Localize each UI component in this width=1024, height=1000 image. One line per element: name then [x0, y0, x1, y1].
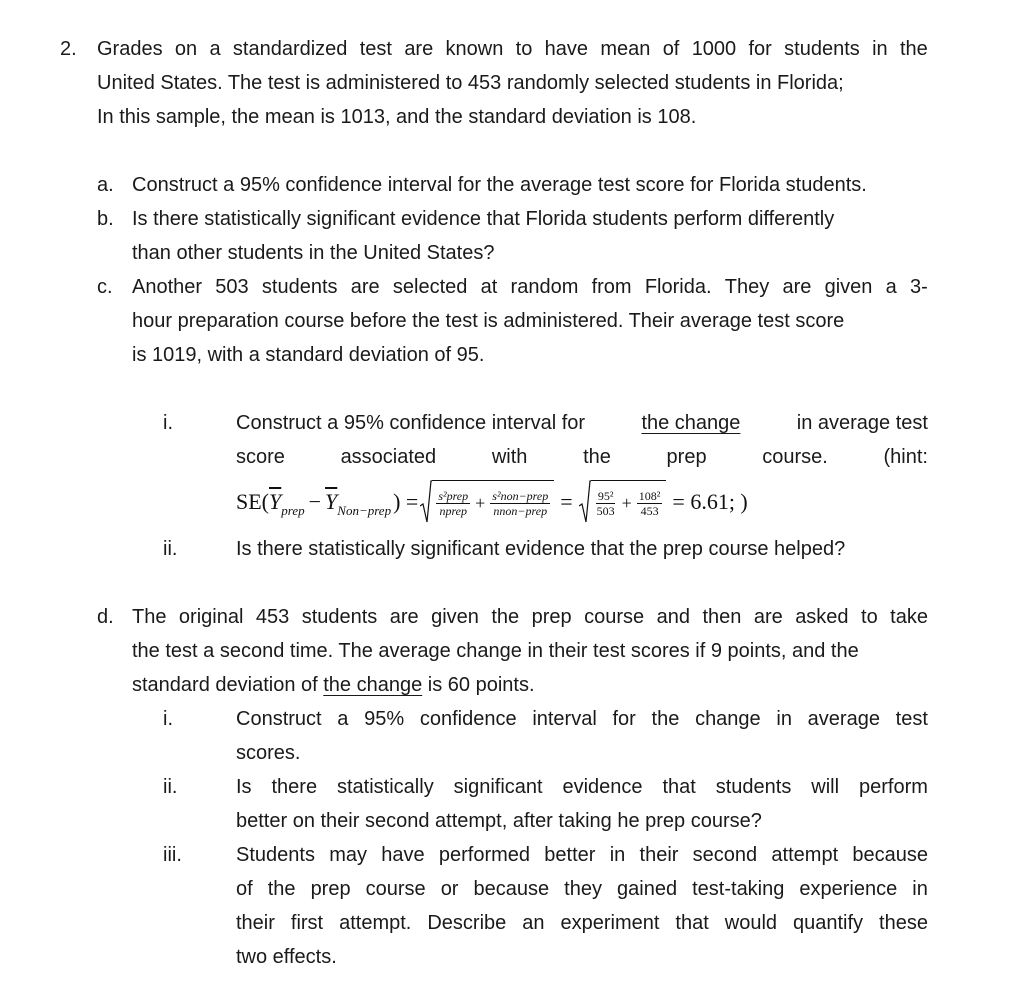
word: Describe	[427, 912, 507, 934]
part-d-iii-line-3	[236, 906, 928, 940]
sqrt-symbolic	[420, 480, 554, 524]
word: 503	[215, 276, 249, 298]
word: prep	[531, 606, 572, 628]
radical-sign	[579, 480, 591, 524]
part-d-iii-line-1	[236, 838, 928, 872]
part-d-ii-marker: ii.	[163, 776, 178, 798]
word: in	[609, 844, 626, 866]
word: 1000	[691, 38, 737, 60]
word: are	[389, 606, 419, 628]
word: The	[132, 606, 167, 628]
part-b-line-2: than other students in the United States?	[132, 242, 495, 264]
word: attempt.	[339, 912, 412, 934]
word: may	[329, 844, 367, 866]
part-c-line-2: hour preparation course before the test is administered. Their average test score	[132, 310, 845, 332]
word: in	[872, 38, 888, 60]
formula-se: SE(	[236, 489, 269, 514]
word: students	[784, 38, 860, 60]
part-d-line-1	[132, 600, 928, 634]
part-d-line-3-after: is 60 points.	[427, 674, 535, 696]
formula-close-eq: ) =	[393, 489, 419, 514]
frac-95-num: 95²	[597, 489, 614, 503]
word: experiment	[560, 912, 660, 934]
word: are	[404, 38, 434, 60]
word: better	[544, 844, 596, 866]
word: in	[776, 708, 792, 730]
word: an	[522, 912, 545, 934]
word: of	[662, 38, 680, 60]
word: experience	[799, 878, 898, 900]
formula-nonprep-sub: Non−prep	[337, 503, 392, 518]
word: the	[583, 446, 611, 468]
word: a	[209, 38, 221, 60]
formula-plus-2: +	[621, 493, 632, 513]
word: with	[491, 446, 528, 468]
part-d-line-2: the test a second time. The average change in their test scores if 9 points, and the	[132, 640, 859, 662]
word: Another	[132, 276, 203, 298]
word: the	[267, 878, 296, 900]
frac-453-den: 453	[640, 504, 659, 518]
part-c-marker: c.	[97, 276, 113, 298]
part-c-i-text-before: Construct a 95% confidence interval for	[236, 412, 586, 434]
frac-nonprep-num: s²non−prep	[492, 489, 549, 503]
word: asked	[795, 606, 849, 628]
word: confidence	[419, 708, 517, 730]
word: in	[912, 878, 928, 900]
word: Students	[236, 844, 315, 866]
word: a	[885, 276, 897, 298]
word: known	[445, 38, 504, 60]
part-b-marker: b.	[97, 208, 114, 230]
word: 3-	[910, 276, 928, 298]
word: course	[584, 606, 645, 628]
frac-prep	[436, 489, 470, 518]
part-c-ii-marker: ii.	[163, 538, 178, 560]
word: their	[236, 912, 275, 934]
word: of	[236, 878, 253, 900]
part-c-i-line-1	[236, 406, 928, 440]
word: selected	[392, 276, 468, 298]
word: that	[662, 776, 696, 798]
word: prep	[310, 878, 351, 900]
part-c-line-3: is 1019, with a standard deviation of 95.	[132, 344, 485, 366]
part-d-iii-marker: iii.	[163, 844, 182, 866]
word: gained	[617, 878, 678, 900]
intro-line-1	[97, 32, 928, 66]
word: would	[724, 912, 778, 934]
word: the	[651, 708, 680, 730]
frac-nonprep-den: nnon−prep	[493, 504, 548, 518]
part-d-iii-line-4: two effects.	[236, 946, 337, 968]
word: Florida.	[644, 276, 712, 298]
word: to	[861, 606, 878, 628]
part-d-i-line-2: scores.	[236, 742, 301, 764]
word: these	[879, 912, 928, 934]
radical-sign	[420, 480, 432, 524]
formula-eq: =	[560, 489, 573, 514]
word: that	[675, 912, 709, 934]
sqrt-numeric	[579, 480, 667, 524]
word: evidence	[562, 776, 643, 798]
word: then	[702, 606, 742, 628]
word: students	[261, 276, 338, 298]
word: have	[381, 844, 425, 866]
word: change	[695, 708, 761, 730]
part-c-ii-line: Is there statistically significant evidence that the prep course helped?	[236, 538, 846, 560]
part-d-line-3	[132, 668, 535, 702]
word: mean	[600, 38, 651, 60]
word: Is	[236, 776, 252, 798]
part-b-line-1: Is there statistically significant evidence that Florida students perform differently	[132, 208, 835, 230]
word: given	[431, 606, 479, 628]
word: on	[174, 38, 198, 60]
part-d-iii-line-2	[236, 872, 928, 906]
word: and	[656, 606, 690, 628]
word: performed	[438, 844, 531, 866]
frac-95-503	[595, 489, 617, 518]
word: prep	[666, 446, 707, 468]
part-c-i-line-2	[236, 440, 928, 474]
part-a-line-1: Construct a 95% confidence interval for the average test score for Florida students.	[132, 174, 867, 196]
word: students	[301, 606, 378, 628]
word: statistically	[337, 776, 434, 798]
part-d-ii-line-2: better on their second attempt, after taking he prep course?	[236, 810, 762, 832]
frac-prep-num: s²prep	[438, 489, 469, 503]
word: perform	[858, 776, 928, 798]
word: for	[612, 708, 636, 730]
word: because	[473, 878, 550, 900]
word: take	[890, 606, 928, 628]
word: course	[365, 878, 426, 900]
word: will	[811, 776, 840, 798]
word: standardized	[232, 38, 348, 60]
part-c-i-marker: i.	[163, 412, 173, 434]
frac-108-num: 108²	[638, 489, 661, 503]
word: because	[852, 844, 928, 866]
word: Grades	[97, 38, 163, 60]
word: for	[748, 38, 772, 60]
word: second	[692, 844, 758, 866]
part-c-line-1	[132, 270, 928, 304]
part-d-i-marker: i.	[163, 708, 173, 730]
word: are	[350, 276, 380, 298]
word: the	[899, 38, 928, 60]
word: at	[480, 276, 498, 298]
formula-result: = 6.61; )	[672, 489, 748, 514]
word: test	[895, 708, 928, 730]
word: have	[544, 38, 589, 60]
word: there	[271, 776, 318, 798]
word: the	[491, 606, 520, 628]
word: or	[440, 878, 459, 900]
frac-prep-den: nprep	[439, 504, 467, 518]
part-d-line-3-before: standard deviation of	[132, 674, 318, 696]
formula-plus: +	[475, 493, 486, 513]
word: test-taking	[692, 878, 785, 900]
part-d-underlined: the change	[323, 674, 423, 696]
word: from	[591, 276, 632, 298]
word: original	[178, 606, 244, 628]
word: their	[639, 844, 679, 866]
word: test	[359, 38, 392, 60]
formula-minus: −	[308, 489, 322, 514]
formula-ybar: $\overline{Y}$	[269, 489, 282, 514]
word: associated	[340, 446, 437, 468]
frac-nonprep	[490, 489, 550, 518]
word: They	[724, 276, 770, 298]
word: interval	[532, 708, 597, 730]
word: (hint:	[883, 446, 928, 468]
question-number: 2.	[60, 38, 77, 60]
word: are	[753, 606, 783, 628]
word: course.	[762, 446, 828, 468]
standard-error-formula	[236, 476, 748, 528]
word: Construct	[236, 708, 322, 730]
intro-line-3: In this sample, the mean is 1013, and the standard deviation is 108.	[97, 106, 697, 128]
frac-108-453	[637, 489, 663, 518]
word: 453	[255, 606, 290, 628]
word: given	[824, 276, 873, 298]
part-d-ii-line-1	[236, 770, 928, 804]
word: a	[337, 708, 349, 730]
word: attempt	[771, 844, 839, 866]
word: first	[290, 912, 324, 934]
word: to	[515, 38, 533, 60]
part-d-marker: d.	[97, 606, 114, 628]
part-c-i-underlined: the change	[641, 412, 741, 434]
word: 95%	[364, 708, 405, 730]
part-c-i-text-after: in average test	[796, 412, 928, 434]
word: score	[236, 446, 285, 468]
word: average	[807, 708, 880, 730]
intro-line-2: United States. The test is administered to 453 randomly selected students in Florida;	[97, 72, 844, 94]
word: students	[715, 776, 792, 798]
word: significant	[453, 776, 543, 798]
formula-ybar-2: $\overline{Y}$	[325, 489, 338, 514]
word: random	[510, 276, 579, 298]
frac-503-den: 503	[596, 504, 615, 518]
word: quantify	[793, 912, 864, 934]
word: they	[564, 878, 602, 900]
part-a-marker: a.	[97, 174, 114, 196]
part-d-i-line-1	[236, 702, 928, 736]
formula-prep-sub: prep	[281, 503, 305, 518]
word: are	[782, 276, 812, 298]
